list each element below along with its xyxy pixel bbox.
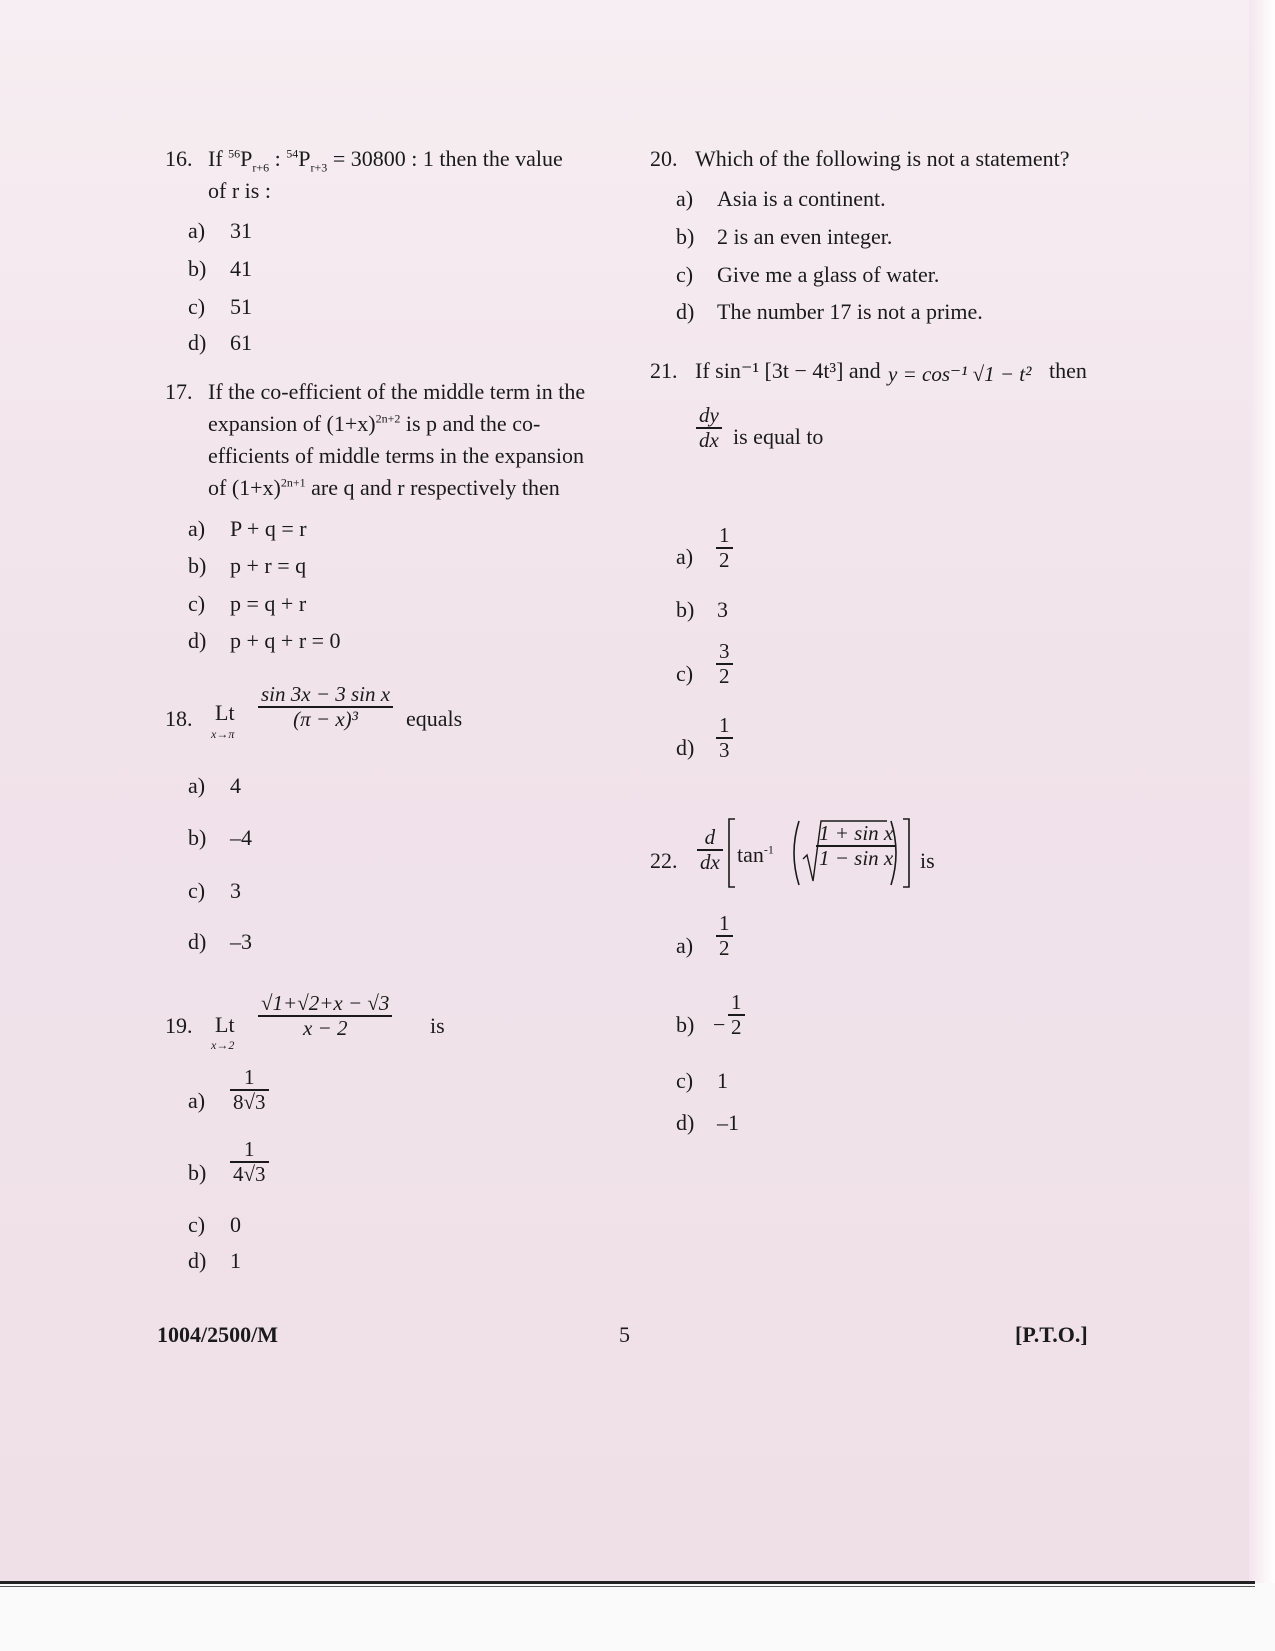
q20-option-b-label: b)	[676, 224, 695, 249]
q20-option-c-label: c)	[676, 262, 694, 287]
q22-tan: $\tan^{-1}$	[737, 842, 774, 867]
q19-number: 19.	[165, 1013, 193, 1038]
q18-option-a-label: a)	[188, 773, 206, 798]
q18-lt-sub: x→π	[211, 727, 235, 741]
q22-option-a: 1 2	[716, 912, 733, 960]
q22-option-d: –1	[717, 1110, 739, 1135]
q22-option-b: 1 2	[728, 991, 745, 1039]
q16-stem-line2: of r is :	[208, 178, 271, 203]
paper-code: 1004/2500/M	[157, 1322, 278, 1347]
q17-option-d: p + q + r = 0	[230, 628, 341, 653]
q21-stem: If sin⁻¹ [3t − 4t³] and	[695, 358, 881, 383]
q16-option-c-label: c)	[188, 294, 206, 319]
q17-stem-line4: of $(1+x)^{2n+1}$ are q and r respectively then	[208, 475, 560, 500]
q20-number: 20.	[650, 146, 678, 171]
q19-option-a: 1 8√3	[230, 1066, 269, 1114]
q17-option-b: p + r = q	[230, 553, 307, 578]
q19-option-d-label: d)	[188, 1248, 207, 1273]
q21-stem-tail: is equal to	[733, 424, 824, 449]
q19-option-c: 0	[230, 1212, 241, 1237]
q18-option-b-label: b)	[188, 825, 207, 850]
q16-option-d-label: d)	[188, 330, 207, 355]
q21-option-d: 1 3	[716, 714, 733, 762]
q17-number: 17.	[165, 379, 193, 404]
q20-option-b: 2 is an even integer.	[717, 224, 893, 249]
q20-option-d-label: d)	[676, 299, 695, 324]
q18-fraction	[258, 683, 393, 731]
q22-option-a-label: a)	[676, 933, 694, 958]
q20-option-a-label: a)	[676, 186, 694, 211]
q21-option-c: 3 2	[716, 640, 733, 688]
q18-option-d-label: d)	[188, 929, 207, 954]
q21-derivative: dy dx	[696, 404, 722, 452]
q16-option-b-label: b)	[188, 256, 207, 281]
q16-option-b: 41	[230, 256, 252, 281]
q21-option-a-label: a)	[676, 544, 694, 569]
q19-numerator: √1+√2+x − √3	[261, 991, 390, 1015]
q19-lt-sub: x→2	[211, 1038, 235, 1052]
q16-option-c: 51	[230, 294, 252, 319]
q18-option-a: 4	[230, 773, 241, 798]
q17-stem-line1: If the co-efficient of the middle term in the	[208, 379, 586, 404]
q18-number: 18.	[165, 706, 193, 731]
q17-option-d-label: d)	[188, 628, 207, 653]
q17-stem-line3: efficients of middle terms in the expansion	[208, 443, 584, 468]
q21-number: 21.	[650, 358, 678, 383]
q17-option-a: P + q = r	[230, 516, 307, 541]
q20-option-c: Give me a glass of water.	[717, 262, 940, 287]
q21-option-c-label: c)	[676, 661, 694, 686]
scan-edge	[1249, 0, 1275, 1651]
q18-option-c: 3	[230, 878, 241, 903]
q20-option-a: Asia is a continent.	[717, 186, 886, 211]
q19-tail: is	[430, 1013, 445, 1038]
q17-stem-line2: expansion of $(1+x)^{2n+2}$ is p and the co-	[208, 411, 541, 436]
q21-then: then	[1049, 358, 1087, 383]
q22-tail: is	[920, 848, 935, 873]
q19-option-a-label: a)	[188, 1088, 206, 1113]
q19-option-b: 1 4√3	[230, 1138, 269, 1186]
q20-option-d: The number 17 is not a prime.	[717, 299, 983, 324]
page-number: 5	[619, 1322, 630, 1347]
q18-tail: equals	[406, 706, 463, 731]
q21-option-a: 1 2	[716, 524, 733, 572]
q18-option-b: –4	[230, 825, 252, 850]
q16-stem: If $^{56}P_{r+6}$ : $^{54}P_{r+3} = 30800$ : 1 then the value	[208, 146, 563, 175]
q21-option-b-label: b)	[676, 597, 695, 622]
q16-number: 16.	[165, 146, 193, 171]
q22-inner-fraction: 1 + sin x 1 − sin x	[816, 822, 896, 870]
scan-border-line	[0, 1581, 1255, 1584]
q18-option-c-label: c)	[188, 878, 206, 903]
q18-option-d: –3	[230, 929, 252, 954]
scan-bottom-area	[0, 1583, 1275, 1651]
q17-option-a-label: a)	[188, 516, 206, 541]
q17-option-b-label: b)	[188, 553, 207, 578]
q16-option-d: 61	[230, 330, 252, 355]
q17-option-c-label: c)	[188, 591, 206, 616]
q22-option-d-label: d)	[676, 1110, 695, 1135]
q22-option-c: 1	[717, 1068, 728, 1093]
q18-denominator: (π − x)³	[293, 706, 358, 731]
q22-option-b-label: b)	[676, 1012, 695, 1037]
scan-border-line-thin	[0, 1586, 1255, 1587]
pto-label: [P.T.O.]	[1015, 1322, 1088, 1347]
q19-option-d: 1	[230, 1248, 241, 1273]
q19-fraction	[258, 992, 392, 1040]
q17-option-c: p = q + r	[230, 591, 307, 616]
q21-y-expression: y = cos⁻¹ √1 − t²	[888, 362, 1032, 386]
q19-denominator: x − 2	[302, 1015, 348, 1040]
q20-stem: Which of the following is not a statement?	[695, 146, 1070, 171]
q19-option-b-label: b)	[188, 1160, 207, 1185]
q22-option-c-label: c)	[676, 1068, 694, 1093]
q18-lt: Lt	[215, 700, 235, 725]
q16-option-a: 31	[230, 218, 252, 243]
q21-option-b: 3	[717, 597, 728, 622]
q18-numerator: sin 3x − 3 sin x	[261, 682, 391, 706]
q21-option-d-label: d)	[676, 735, 695, 760]
q22-number: 22.	[650, 848, 678, 873]
q19-lt: Lt	[215, 1012, 235, 1037]
q22-derivative: d dx	[697, 826, 723, 874]
q19-option-c-label: c)	[188, 1212, 206, 1237]
q22-option-b-sign: −	[713, 1012, 726, 1037]
q16-option-a-label: a)	[188, 218, 206, 243]
